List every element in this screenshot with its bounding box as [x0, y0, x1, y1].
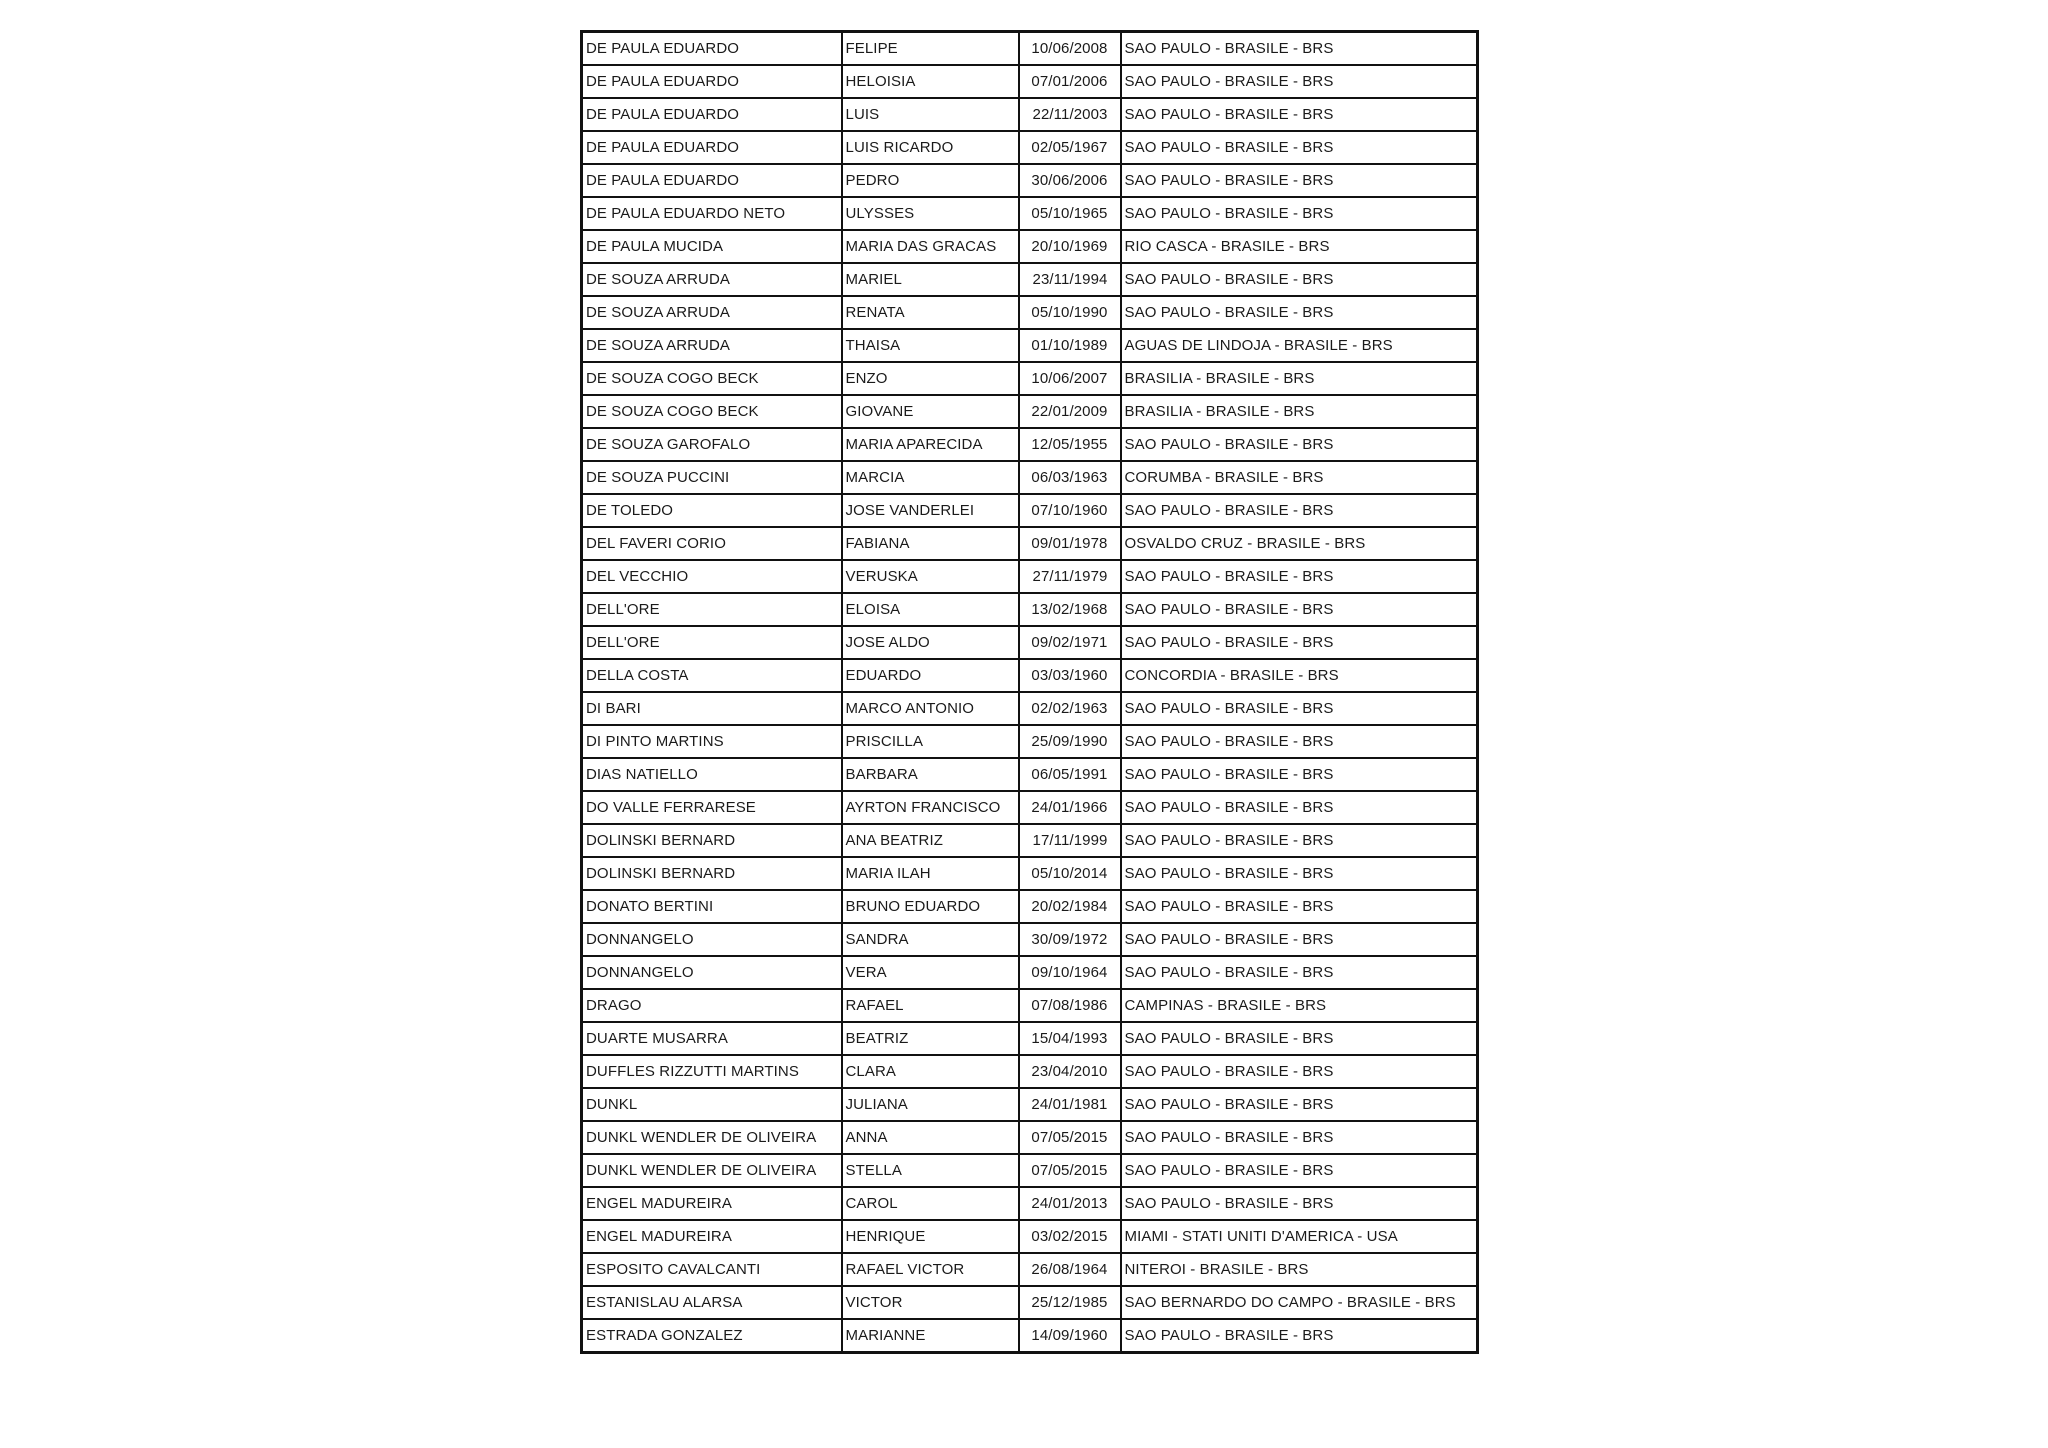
table-row	[582, 197, 1478, 230]
first-name-cell: ULYSSES	[842, 197, 1019, 230]
surname-cell: DE SOUZA ARRUDA	[582, 296, 842, 329]
birthplace-cell: RIO CASCA - BRASILE - BRS	[1121, 230, 1478, 263]
table-row	[582, 1319, 1478, 1353]
table-row	[582, 263, 1478, 296]
first-name-cell: AYRTON FRANCISCO	[842, 791, 1019, 824]
birthplace-cell: SAO PAULO - BRASILE - BRS	[1121, 857, 1478, 890]
birth-date-cell: 05/10/1965	[1019, 197, 1121, 230]
table-row	[582, 1154, 1478, 1187]
citizens-table	[580, 30, 1479, 1354]
surname-cell: DE SOUZA PUCCINI	[582, 461, 842, 494]
birth-date-cell: 02/05/1967	[1019, 131, 1121, 164]
first-name-cell: RENATA	[842, 296, 1019, 329]
birthplace-cell: NITEROI - BRASILE - BRS	[1121, 1253, 1478, 1286]
birthplace-cell: SAO PAULO - BRASILE - BRS	[1121, 1055, 1478, 1088]
first-name-cell: PRISCILLA	[842, 725, 1019, 758]
surname-cell: DE SOUZA ARRUDA	[582, 329, 842, 362]
table-row	[582, 626, 1478, 659]
birth-date-cell: 23/11/1994	[1019, 263, 1121, 296]
first-name-cell: BARBARA	[842, 758, 1019, 791]
table-row	[582, 1253, 1478, 1286]
first-name-cell: GIOVANE	[842, 395, 1019, 428]
table-row	[582, 1220, 1478, 1253]
table-row	[582, 857, 1478, 890]
birth-date-cell: 03/02/2015	[1019, 1220, 1121, 1253]
table-row	[582, 1055, 1478, 1088]
birthplace-cell: SAO PAULO - BRASILE - BRS	[1121, 428, 1478, 461]
birthplace-cell: SAO PAULO - BRASILE - BRS	[1121, 296, 1478, 329]
first-name-cell: ANNA	[842, 1121, 1019, 1154]
birth-date-cell: 09/10/1964	[1019, 956, 1121, 989]
first-name-cell: ELOISA	[842, 593, 1019, 626]
birthplace-cell: SAO PAULO - BRASILE - BRS	[1121, 956, 1478, 989]
first-name-cell: STELLA	[842, 1154, 1019, 1187]
birth-date-cell: 09/01/1978	[1019, 527, 1121, 560]
surname-cell: DELLA COSTA	[582, 659, 842, 692]
birthplace-cell: CAMPINAS - BRASILE - BRS	[1121, 989, 1478, 1022]
surname-cell: DONNANGELO	[582, 956, 842, 989]
birth-date-cell: 30/09/1972	[1019, 923, 1121, 956]
birth-date-cell: 05/10/2014	[1019, 857, 1121, 890]
surname-cell: DUNKL WENDLER DE OLIVEIRA	[582, 1154, 842, 1187]
first-name-cell: MARIA APARECIDA	[842, 428, 1019, 461]
table-row	[582, 527, 1478, 560]
birthplace-cell: SAO PAULO - BRASILE - BRS	[1121, 593, 1478, 626]
birthplace-cell: SAO PAULO - BRASILE - BRS	[1121, 65, 1478, 98]
birthplace-cell: SAO PAULO - BRASILE - BRS	[1121, 1088, 1478, 1121]
first-name-cell: ANA BEATRIZ	[842, 824, 1019, 857]
surname-cell: DUARTE MUSARRA	[582, 1022, 842, 1055]
first-name-cell: RAFAEL	[842, 989, 1019, 1022]
table-row	[582, 725, 1478, 758]
birthplace-cell: SAO PAULO - BRASILE - BRS	[1121, 1187, 1478, 1220]
first-name-cell: MARIEL	[842, 263, 1019, 296]
birthplace-cell: SAO PAULO - BRASILE - BRS	[1121, 494, 1478, 527]
birth-date-cell: 23/04/2010	[1019, 1055, 1121, 1088]
birth-date-cell: 20/10/1969	[1019, 230, 1121, 263]
birth-date-cell: 22/01/2009	[1019, 395, 1121, 428]
table-row	[582, 956, 1478, 989]
birthplace-cell: SAO PAULO - BRASILE - BRS	[1121, 1154, 1478, 1187]
first-name-cell: RAFAEL VICTOR	[842, 1253, 1019, 1286]
first-name-cell: FELIPE	[842, 32, 1019, 66]
surname-cell: DE PAULA EDUARDO	[582, 98, 842, 131]
birth-date-cell: 07/05/2015	[1019, 1154, 1121, 1187]
first-name-cell: JULIANA	[842, 1088, 1019, 1121]
table-row	[582, 98, 1478, 131]
table-row	[582, 758, 1478, 791]
birthplace-cell: SAO BERNARDO DO CAMPO - BRASILE - BRS	[1121, 1286, 1478, 1319]
birthplace-cell: SAO PAULO - BRASILE - BRS	[1121, 1319, 1478, 1353]
first-name-cell: SANDRA	[842, 923, 1019, 956]
first-name-cell: JOSE VANDERLEI	[842, 494, 1019, 527]
birthplace-cell: SAO PAULO - BRASILE - BRS	[1121, 758, 1478, 791]
table-row	[582, 1022, 1478, 1055]
birthplace-cell: AGUAS DE LINDOJA - BRASILE - BRS	[1121, 329, 1478, 362]
birthplace-cell: SAO PAULO - BRASILE - BRS	[1121, 164, 1478, 197]
birth-date-cell: 01/10/1989	[1019, 329, 1121, 362]
birth-date-cell: 20/02/1984	[1019, 890, 1121, 923]
surname-cell: ENGEL MADUREIRA	[582, 1220, 842, 1253]
birth-date-cell: 07/08/1986	[1019, 989, 1121, 1022]
surname-cell: DI BARI	[582, 692, 842, 725]
first-name-cell: VICTOR	[842, 1286, 1019, 1319]
first-name-cell: LUIS RICARDO	[842, 131, 1019, 164]
birth-date-cell: 09/02/1971	[1019, 626, 1121, 659]
surname-cell: DE PAULA EDUARDO	[582, 131, 842, 164]
table-row	[582, 296, 1478, 329]
surname-cell: DO VALLE FERRARESE	[582, 791, 842, 824]
first-name-cell: CAROL	[842, 1187, 1019, 1220]
table-row	[582, 824, 1478, 857]
birthplace-cell: CORUMBA - BRASILE - BRS	[1121, 461, 1478, 494]
surname-cell: DONATO BERTINI	[582, 890, 842, 923]
birth-date-cell: 24/01/1981	[1019, 1088, 1121, 1121]
birth-date-cell: 15/04/1993	[1019, 1022, 1121, 1055]
birthplace-cell: BRASILIA - BRASILE - BRS	[1121, 362, 1478, 395]
first-name-cell: EDUARDO	[842, 659, 1019, 692]
birth-date-cell: 30/06/2006	[1019, 164, 1121, 197]
table-row	[582, 428, 1478, 461]
birth-date-cell: 24/01/1966	[1019, 791, 1121, 824]
birthplace-cell: SAO PAULO - BRASILE - BRS	[1121, 923, 1478, 956]
birth-date-cell: 02/02/1963	[1019, 692, 1121, 725]
surname-cell: DUNKL WENDLER DE OLIVEIRA	[582, 1121, 842, 1154]
table-row	[582, 989, 1478, 1022]
surname-cell: DELL'ORE	[582, 593, 842, 626]
birthplace-cell: SAO PAULO - BRASILE - BRS	[1121, 32, 1478, 66]
first-name-cell: MARCIA	[842, 461, 1019, 494]
first-name-cell: VERA	[842, 956, 1019, 989]
first-name-cell: MARIANNE	[842, 1319, 1019, 1353]
surname-cell: DONNANGELO	[582, 923, 842, 956]
first-name-cell: CLARA	[842, 1055, 1019, 1088]
birth-date-cell: 24/01/2013	[1019, 1187, 1121, 1220]
birthplace-cell: SAO PAULO - BRASILE - BRS	[1121, 791, 1478, 824]
birthplace-cell: OSVALDO CRUZ - BRASILE - BRS	[1121, 527, 1478, 560]
table-row	[582, 230, 1478, 263]
surname-cell: ENGEL MADUREIRA	[582, 1187, 842, 1220]
first-name-cell: PEDRO	[842, 164, 1019, 197]
birthplace-cell: SAO PAULO - BRASILE - BRS	[1121, 263, 1478, 296]
first-name-cell: BRUNO EDUARDO	[842, 890, 1019, 923]
birth-date-cell: 12/05/1955	[1019, 428, 1121, 461]
surname-cell: DE SOUZA ARRUDA	[582, 263, 842, 296]
surname-cell: DIAS NATIELLO	[582, 758, 842, 791]
surname-cell: DE SOUZA GAROFALO	[582, 428, 842, 461]
surname-cell: DE PAULA EDUARDO	[582, 32, 842, 66]
surname-cell: ESTANISLAU ALARSA	[582, 1286, 842, 1319]
surname-cell: ESPOSITO CAVALCANTI	[582, 1253, 842, 1286]
birthplace-cell: MIAMI - STATI UNITI D'AMERICA - USA	[1121, 1220, 1478, 1253]
first-name-cell: BEATRIZ	[842, 1022, 1019, 1055]
first-name-cell: LUIS	[842, 98, 1019, 131]
table-row	[582, 164, 1478, 197]
birth-date-cell: 03/03/1960	[1019, 659, 1121, 692]
birth-date-cell: 06/03/1963	[1019, 461, 1121, 494]
birth-date-cell: 13/02/1968	[1019, 593, 1121, 626]
birth-date-cell: 05/10/1990	[1019, 296, 1121, 329]
first-name-cell: FABIANA	[842, 527, 1019, 560]
birthplace-cell: SAO PAULO - BRASILE - BRS	[1121, 692, 1478, 725]
surname-cell: ESTRADA GONZALEZ	[582, 1319, 842, 1353]
birth-date-cell: 25/09/1990	[1019, 725, 1121, 758]
birthplace-cell: SAO PAULO - BRASILE - BRS	[1121, 725, 1478, 758]
birthplace-cell: SAO PAULO - BRASILE - BRS	[1121, 824, 1478, 857]
birthplace-cell: SAO PAULO - BRASILE - BRS	[1121, 98, 1478, 131]
surname-cell: DI PINTO MARTINS	[582, 725, 842, 758]
birthplace-cell: SAO PAULO - BRASILE - BRS	[1121, 197, 1478, 230]
surname-cell: DE TOLEDO	[582, 494, 842, 527]
surname-cell: DEL FAVERI CORIO	[582, 527, 842, 560]
table-row	[582, 65, 1478, 98]
surname-cell: DE PAULA EDUARDO NETO	[582, 197, 842, 230]
table-row	[582, 362, 1478, 395]
citizens-table-body	[582, 32, 1478, 1353]
first-name-cell: HELOISIA	[842, 65, 1019, 98]
table-row	[582, 494, 1478, 527]
birth-date-cell: 07/10/1960	[1019, 494, 1121, 527]
birthplace-cell: SAO PAULO - BRASILE - BRS	[1121, 1022, 1478, 1055]
birthplace-cell: SAO PAULO - BRASILE - BRS	[1121, 560, 1478, 593]
table-row	[582, 692, 1478, 725]
birthplace-cell: SAO PAULO - BRASILE - BRS	[1121, 1121, 1478, 1154]
table-row	[582, 32, 1478, 66]
first-name-cell: HENRIQUE	[842, 1220, 1019, 1253]
table-row	[582, 923, 1478, 956]
table-row	[582, 1121, 1478, 1154]
surname-cell: DE SOUZA COGO BECK	[582, 362, 842, 395]
table-row	[582, 131, 1478, 164]
birth-date-cell: 17/11/1999	[1019, 824, 1121, 857]
birth-date-cell: 22/11/2003	[1019, 98, 1121, 131]
birth-date-cell: 14/09/1960	[1019, 1319, 1121, 1353]
table-row	[582, 1286, 1478, 1319]
table-row	[582, 659, 1478, 692]
birth-date-cell: 07/05/2015	[1019, 1121, 1121, 1154]
surname-cell: DE PAULA EDUARDO	[582, 164, 842, 197]
birth-date-cell: 10/06/2007	[1019, 362, 1121, 395]
birthplace-cell: CONCORDIA - BRASILE - BRS	[1121, 659, 1478, 692]
birth-date-cell: 07/01/2006	[1019, 65, 1121, 98]
table-row	[582, 593, 1478, 626]
surname-cell: DE SOUZA COGO BECK	[582, 395, 842, 428]
surname-cell: DEL VECCHIO	[582, 560, 842, 593]
surname-cell: DUNKL	[582, 1088, 842, 1121]
first-name-cell: MARCO ANTONIO	[842, 692, 1019, 725]
surname-cell: DE PAULA EDUARDO	[582, 65, 842, 98]
birth-date-cell: 25/12/1985	[1019, 1286, 1121, 1319]
birth-date-cell: 10/06/2008	[1019, 32, 1121, 66]
surname-cell: DUFFLES RIZZUTTI MARTINS	[582, 1055, 842, 1088]
birth-date-cell: 27/11/1979	[1019, 560, 1121, 593]
table-row	[582, 461, 1478, 494]
birthplace-cell: SAO PAULO - BRASILE - BRS	[1121, 626, 1478, 659]
surname-cell: DE PAULA MUCIDA	[582, 230, 842, 263]
birthplace-cell: BRASILIA - BRASILE - BRS	[1121, 395, 1478, 428]
table-row	[582, 560, 1478, 593]
birth-date-cell: 06/05/1991	[1019, 758, 1121, 791]
first-name-cell: VERUSKA	[842, 560, 1019, 593]
first-name-cell: THAISA	[842, 329, 1019, 362]
surname-cell: DELL'ORE	[582, 626, 842, 659]
table-row	[582, 395, 1478, 428]
surname-cell: DOLINSKI BERNARD	[582, 824, 842, 857]
table-row	[582, 329, 1478, 362]
table-row	[582, 1088, 1478, 1121]
table-row	[582, 890, 1478, 923]
birth-date-cell: 26/08/1964	[1019, 1253, 1121, 1286]
birthplace-cell: SAO PAULO - BRASILE - BRS	[1121, 131, 1478, 164]
first-name-cell: MARIA ILAH	[842, 857, 1019, 890]
first-name-cell: JOSE ALDO	[842, 626, 1019, 659]
first-name-cell: ENZO	[842, 362, 1019, 395]
surname-cell: DOLINSKI BERNARD	[582, 857, 842, 890]
table-row	[582, 1187, 1478, 1220]
first-name-cell: MARIA DAS GRACAS	[842, 230, 1019, 263]
surname-cell: DRAGO	[582, 989, 842, 1022]
table-row	[582, 791, 1478, 824]
birthplace-cell: SAO PAULO - BRASILE - BRS	[1121, 890, 1478, 923]
